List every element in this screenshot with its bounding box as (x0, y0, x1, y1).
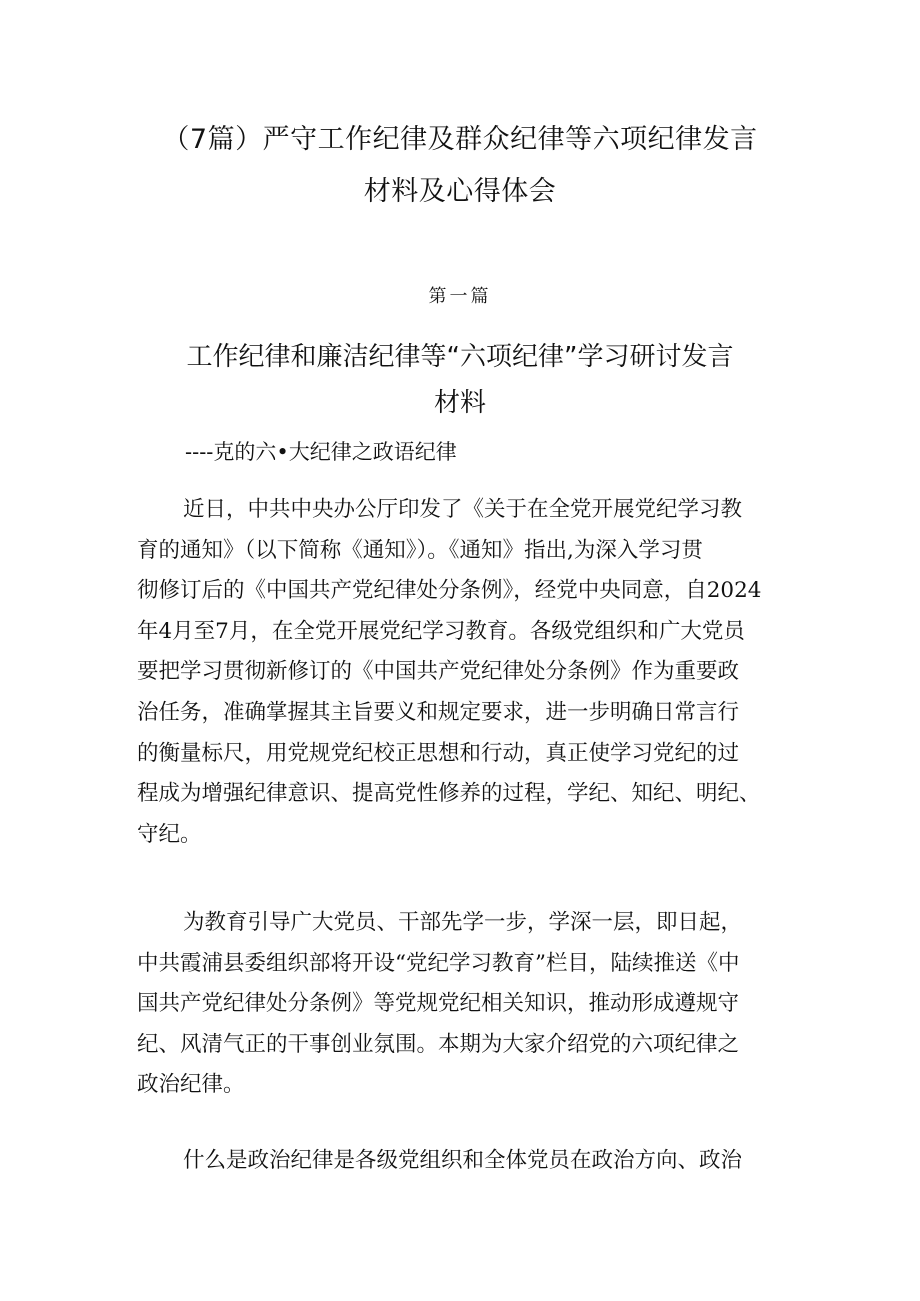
document-title (100, 114, 820, 218)
paragraph-line: 的衡量标尺，用党规党纪校正思想和行动，真正使学习党纪的过 (137, 740, 740, 766)
paragraph-line: 中共霞浦县委组织部将开设“党纪学习教育”栏目，陆续推送《中 (137, 950, 740, 976)
section-title (140, 334, 780, 426)
paragraph-line: 育的通知》（以下简称《通知》）。《通知》指出,为深入学习贯 (137, 537, 703, 563)
paragraph-line: 治任务，准确掌握其主旨要义和规定要求，进一步明确日常言行 (137, 699, 740, 725)
body-paragraph (137, 903, 797, 1106)
paragraph-line: 彻修订后的《中国共产党纪律处分条例》，经党中央同意，自2024 (137, 578, 762, 604)
paragraph-line: 什么是政治纪律是各级党组织和全体党员在政治方向、政治 (183, 1148, 743, 1173)
document-title-line: （7篇）严守工作纪律及群众纪律等六项纪律发言 (162, 124, 758, 155)
paragraph-line: 为教育引导广大党员、干部先学一步，学深一层，即日起， (183, 910, 743, 935)
document-title-line: 材料及心得体会 (363, 176, 557, 207)
body-paragraph (137, 1141, 797, 1182)
section-label: 第一篇 (428, 286, 492, 307)
section-subtitle: ----克的六•大纪律之政语纪律 (185, 440, 457, 464)
paragraph-line: 近日，中共中央办公厅印发了《关于在全党开展党纪学习教 (183, 497, 743, 522)
paragraph-line: 守纪。 (137, 821, 202, 847)
paragraph-line: 要把学习贯彻新修订的《中国共产党纪律处分条例》作为重要政 (137, 659, 740, 685)
body-paragraph (137, 490, 797, 855)
paragraph-line: 年4月至7月，在全党开展党纪学习教育。各级党组织和广大党员 (137, 618, 745, 644)
paragraph-line: 纪、风清气正的干事创业氛围。本期为大家介绍党的六项纪律之 (137, 1031, 740, 1057)
paragraph-line: 政治纪律。 (137, 1072, 245, 1098)
paragraph-line: 程成为增强纪律意识、提高党性修养的过程，学纪、知纪、明纪、 (137, 781, 761, 807)
section-title-line: 材料 (433, 388, 486, 418)
paragraph-line: 国共产党纪律处分条例》等党规党纪相关知识，推动形成遵规守 (137, 991, 740, 1017)
section-title-line: 工作纪律和廉洁纪律等“六项纪律”学习研讨发言 (186, 342, 734, 372)
